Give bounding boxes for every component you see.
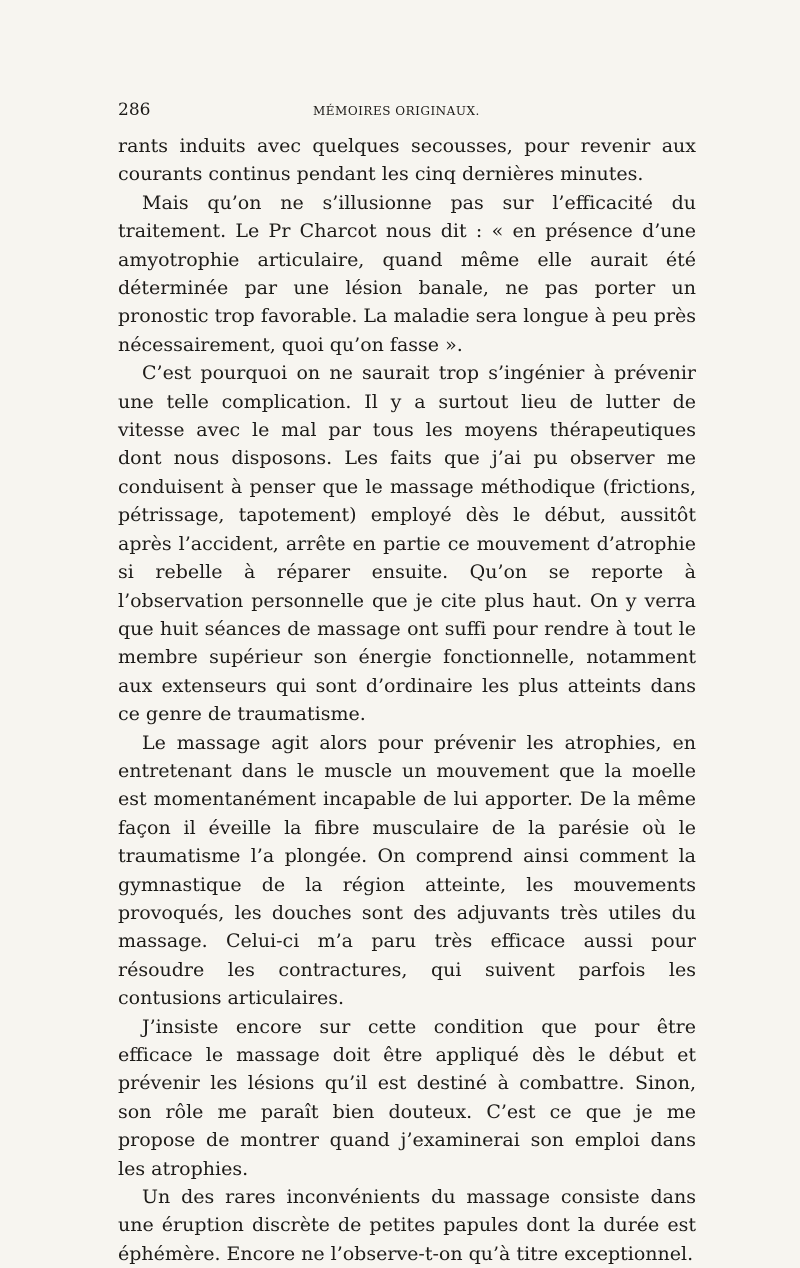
paragraph-massage-action: Le massage agit alors pour prévenir les atrophies, en entretenant dans le muscle un mouvement que la moelle est momentanément incapable de lui apporter. De la même façon il éveille la fibre musculaire de la parésie où le traumatisme l’a plongée. On comprend ainsi comment la gymnastique de la région atteinte, les mouvements provoqués, les douches sont des adjuvants très utiles du massage. Celui-ci m’a paru très efficace aussi pour résoudre les contractures, qui suivent parfois les contusions articulaires. — [118, 731, 696, 1010]
body-text — [118, 132, 696, 1268]
paragraph-continuation: rants induits avec quelques secousses, pour revenir aux courants continus pendant les cinq dernières minutes. — [118, 135, 696, 186]
paragraph-charcot-prognosis: Mais qu’on ne s’illusionne pas sur l’efficacité du traitement. Le Pr Charcot nous dit : « en présence d’une amyotrophie articulaire, quand même elle aurait été déterminée par une lésion banale, ne pas porter un pronostic trop favorable. La maladie sera longue à peu près nécessairement, quoi qu’on fasse ». — [118, 191, 696, 356]
paragraph-inconveniences: Un des rares inconvénients du massage consiste dans une éruption discrète de petites papules dont la durée est éphémère. Encore ne l’observe-t-on qu’à titre exceptionnel. — [118, 1186, 696, 1265]
page-number: 286 — [118, 100, 151, 120]
paragraph-prevention: C’est pourquoi on ne saurait trop s’ingénier à prévenir une telle complication. Il y a surtout lieu de lutter de vitesse avec le mal par tous les moyens thérapeutiques dont nous disposons. Les faits que j’ai pu observer me conduisent à penser que le massage méthodique (frictions, pétrissage, tapotement) employé dès le début, aussitôt après l’accident, arrête en partie ce mouvement d’atrophie si rebelle à réparer ensuite. Qu’on se reporte à l’observation personnelle que je cite plus haut. On y verra que huit séances de massage ont suffi pour rendre à tout le membre supérieur son énergie fonctionnelle, notamment aux extenseurs qui sont d’ordinaire les plus atteints dans ce genre de traumatisme. — [118, 362, 696, 726]
running-head — [118, 100, 698, 124]
running-title: MÉMOIRES ORIGINAUX. — [313, 104, 480, 118]
paragraph-early-application: J’insiste encore sur cette condition que pour être efficace le massage doit être appliqué dès le début et prévenir les lésions qu’il est destiné à combattre. Sinon, son rôle me paraît bien douteux. C’est ce que je me propose de montrer quand j’examinerai son emploi dans les atrophies. — [118, 1015, 696, 1180]
